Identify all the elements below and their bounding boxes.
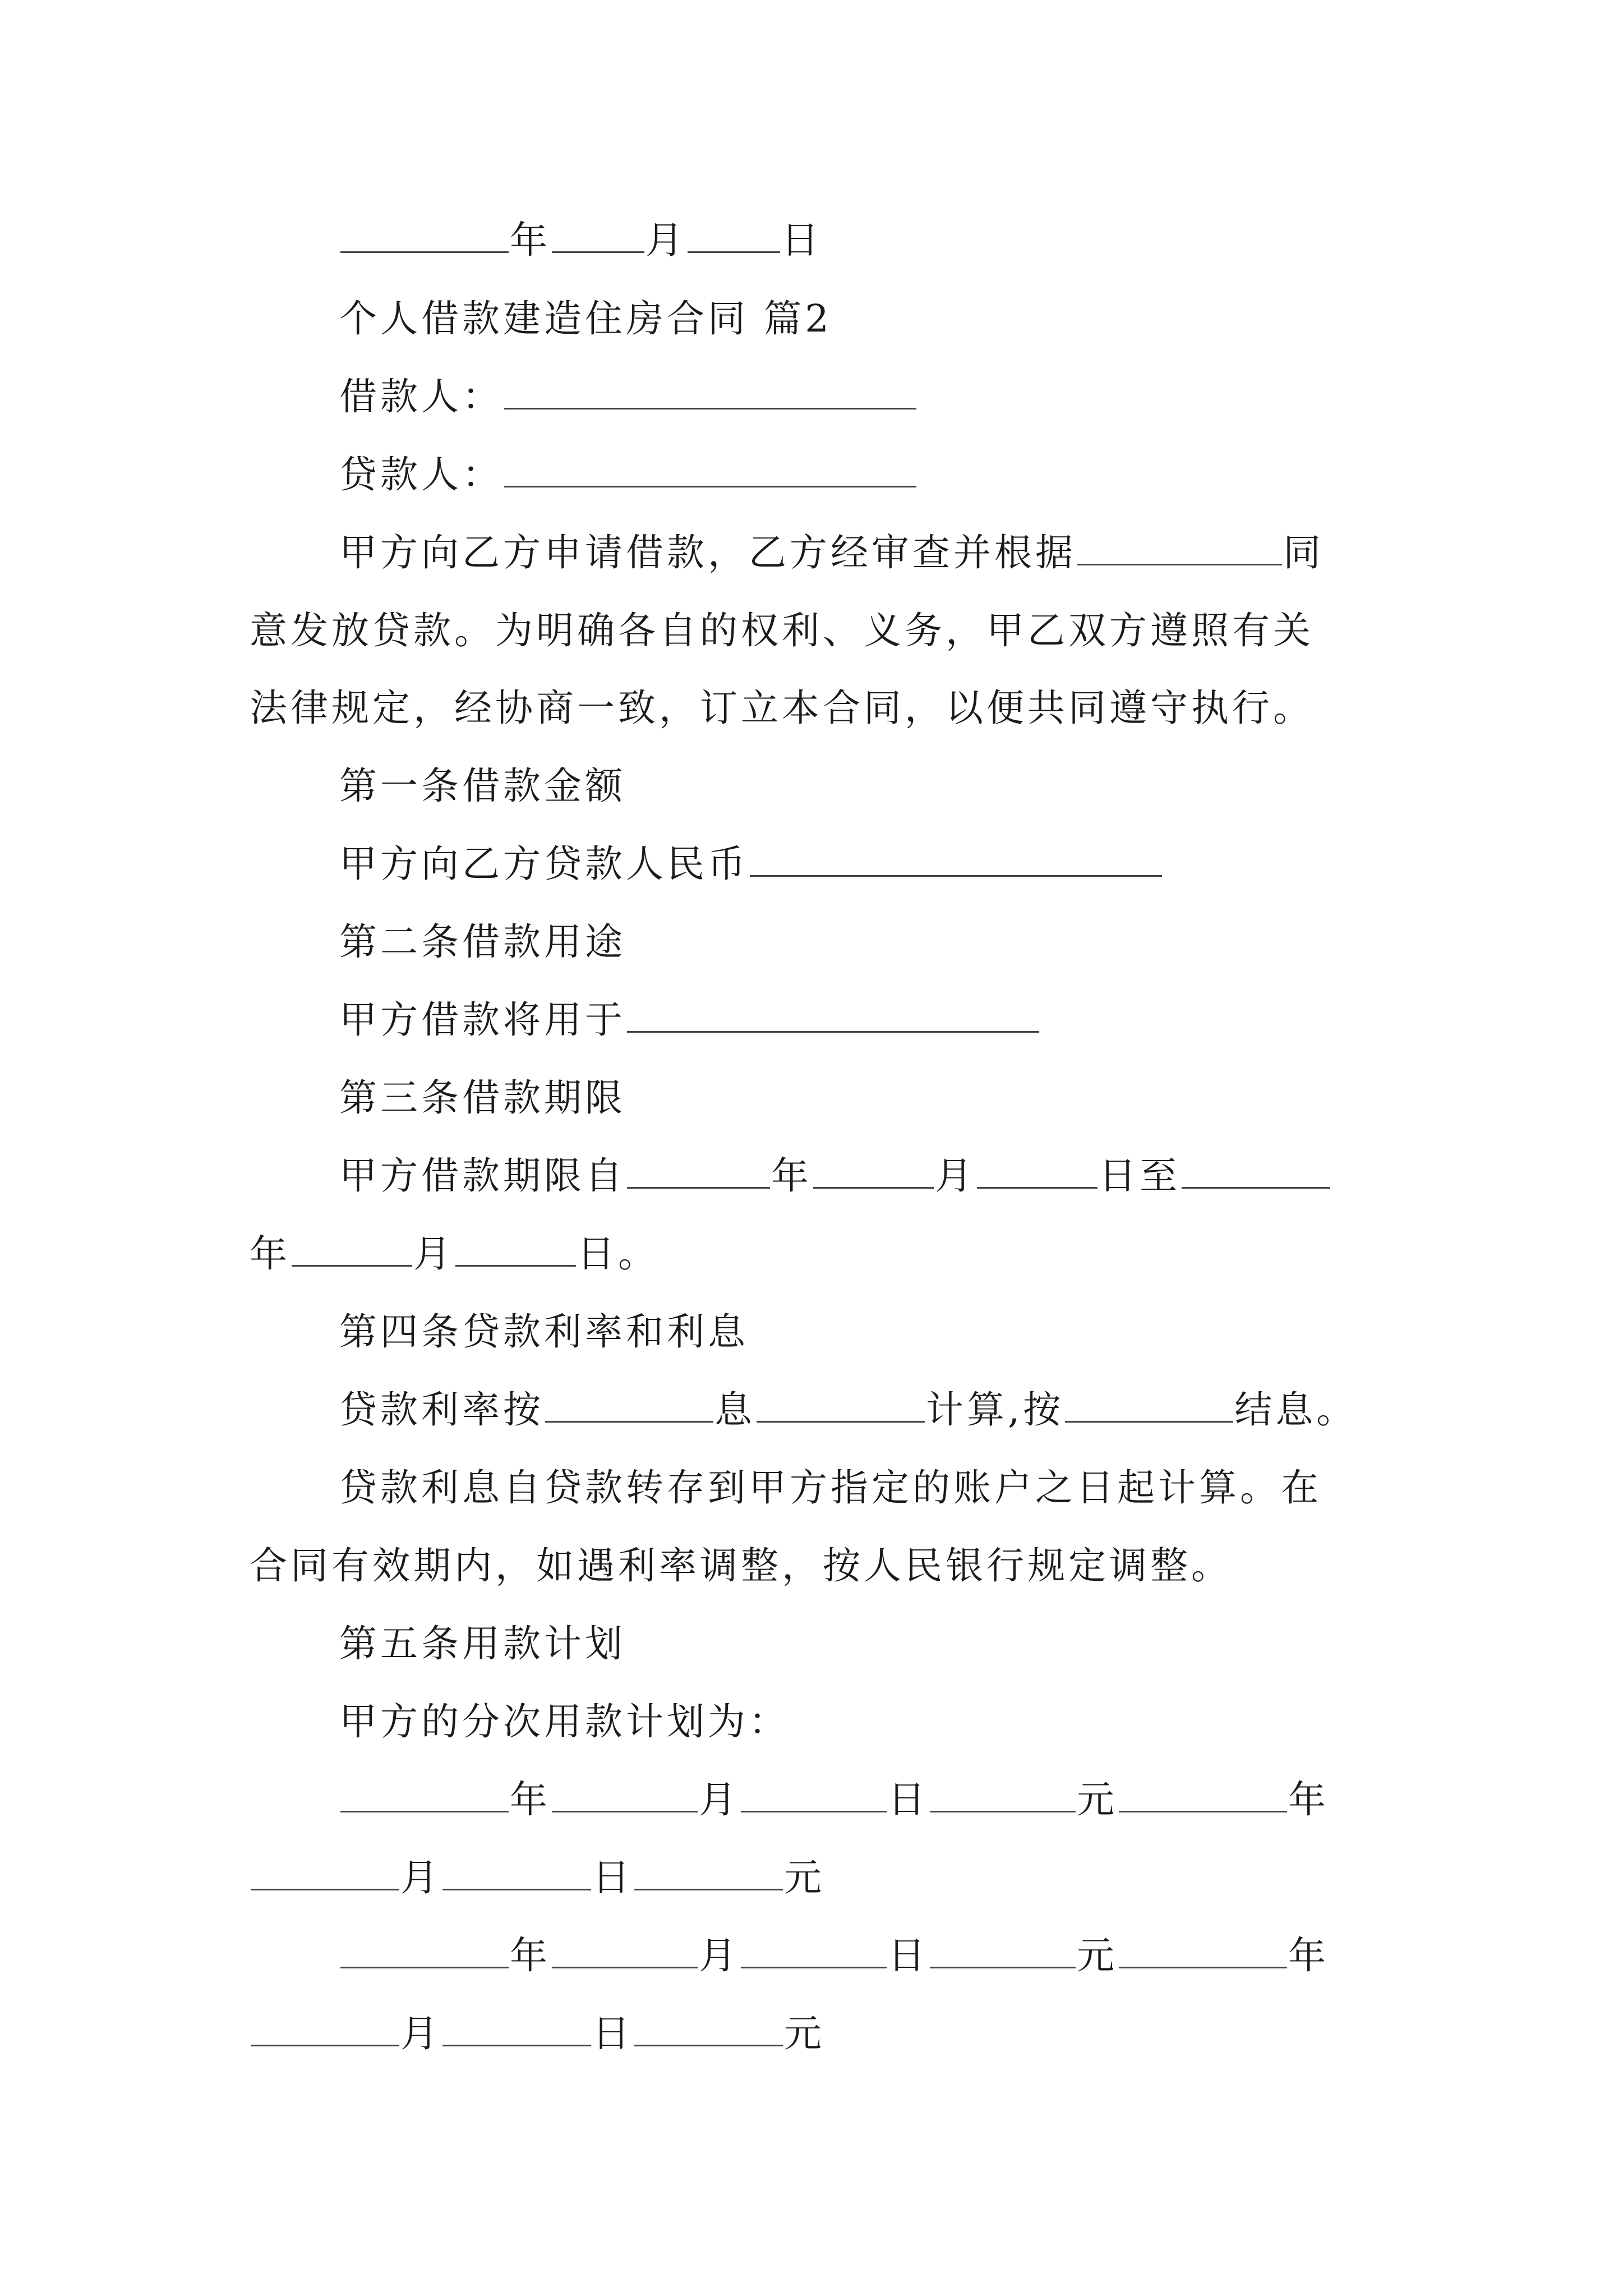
rate-label: 贷款利率按 <box>339 1388 544 1432</box>
article-2-label: 甲方借款将用于 <box>339 998 626 1042</box>
plan-blank <box>442 1887 591 1890</box>
lender-line <box>339 452 917 497</box>
calc-blank <box>757 1419 925 1423</box>
rate-blank <box>545 1419 713 1423</box>
plan-yuan-label: 元 <box>1077 1778 1118 1821</box>
borrower-line <box>339 374 917 419</box>
settle-blank <box>1065 1419 1233 1423</box>
start-day-blank <box>977 1185 1098 1189</box>
start-year-blank <box>627 1185 770 1189</box>
article-1-text <box>339 841 1163 886</box>
end-year-blank <box>1182 1185 1330 1189</box>
article-4-line-2: 贷款利息自贷款转存到甲方指定的账户之日起计算。在 <box>339 1466 1322 1510</box>
article-2-title: 第二条借款用途 <box>339 920 626 964</box>
end-month-label: 月 <box>413 1232 454 1276</box>
plan-yuan-label: 元 <box>1077 1934 1118 1977</box>
plan-blank <box>1119 1809 1287 1812</box>
plan-day-label: 日 <box>888 1778 929 1821</box>
intro-text-1b: 同 <box>1283 531 1324 574</box>
term-label: 甲方借款期限自 <box>339 1154 626 1198</box>
article-2-text <box>339 997 1040 1042</box>
start-month-label: 月 <box>935 1154 976 1198</box>
plan-row-1-line-2 <box>250 1855 825 1900</box>
plan-blank <box>251 1887 399 1890</box>
plan-row-1-line-1 <box>339 1777 1329 1822</box>
plan-blank <box>930 1809 1076 1812</box>
plan-month-label: 月 <box>699 1778 740 1821</box>
article-4-title: 第四条贷款利率和利息 <box>339 1310 749 1354</box>
intro-line-3: 法律规定，经协商一致，订立本合同，以便共同遵守执行。 <box>250 686 1314 730</box>
plan-blank <box>552 1964 698 1968</box>
section-title: 个人借款建造住房合同 篇2 <box>339 297 832 341</box>
plan-year-label: 年 <box>1288 1934 1329 1977</box>
plan-year-label: 年 <box>1288 1778 1329 1821</box>
settle-label: 结息。 <box>1234 1388 1358 1432</box>
interest-label: 息 <box>714 1388 755 1432</box>
plan-month-label: 月 <box>400 1856 441 1899</box>
plan-day-label: 日 <box>592 1856 633 1899</box>
date-line <box>339 218 822 263</box>
article-4-line-3: 合同有效期内，如遇利率调整，按人民银行规定调整。 <box>250 1544 1232 1588</box>
end-day-blank <box>455 1263 576 1267</box>
day-label: 日 <box>781 218 822 262</box>
article-1-title: 第一条借款金额 <box>339 764 626 808</box>
start-year-label: 年 <box>771 1154 812 1198</box>
plan-year-label: 年 <box>510 1778 551 1821</box>
plan-month-label: 月 <box>400 2012 441 2055</box>
article-4-line-1 <box>339 1387 1357 1432</box>
start-day-label: 日至 <box>1099 1154 1181 1198</box>
plan-blank <box>634 1887 783 1890</box>
borrower-blank <box>504 406 916 409</box>
plan-blank <box>340 1809 509 1812</box>
plan-blank <box>741 1964 887 1968</box>
plan-blank <box>930 1964 1076 1968</box>
end-day-label: 日。 <box>577 1232 659 1276</box>
plan-blank <box>634 2042 783 2046</box>
plan-month-label: 月 <box>699 1934 740 1977</box>
start-month-blank <box>813 1185 934 1189</box>
purpose-blank <box>627 1029 1039 1033</box>
article-3-title: 第三条借款期限 <box>339 1076 626 1120</box>
intro-line-2: 意发放贷款。为明确各自的权利、义务，甲乙双方遵照有关 <box>250 609 1314 652</box>
plan-year-label: 年 <box>510 1934 551 1977</box>
month-label: 月 <box>645 218 686 262</box>
basis-blank <box>1077 562 1282 565</box>
day-blank <box>688 249 780 253</box>
article-5-title: 第五条用款计划 <box>339 1622 626 1665</box>
year-blank <box>340 249 509 253</box>
plan-row-2-line-1 <box>339 1933 1329 1978</box>
amount-blank <box>750 873 1162 877</box>
plan-row-2-line-2 <box>250 2011 825 2056</box>
month-blank <box>552 249 644 253</box>
end-year-label: 年 <box>250 1232 291 1276</box>
plan-blank <box>251 2042 399 2046</box>
plan-blank <box>1119 1964 1287 1968</box>
article-1-label: 甲方向乙方贷款人民币 <box>339 842 749 886</box>
article-3-line-1 <box>339 1153 1331 1198</box>
plan-blank <box>442 2042 591 2046</box>
plan-blank <box>552 1809 698 1812</box>
plan-day-label: 日 <box>888 1934 929 1977</box>
article-5-text: 甲方的分次用款计划为： <box>339 1700 790 1743</box>
borrower-label: 借款人： <box>339 375 503 418</box>
lender-label: 贷款人： <box>339 453 503 496</box>
calc-label: 计算,按 <box>926 1388 1064 1432</box>
intro-text-1a: 甲方向乙方申请借款，乙方经审查并根据 <box>339 531 1076 574</box>
plan-yuan-label: 元 <box>784 1856 825 1899</box>
plan-blank <box>340 1964 509 1968</box>
lender-blank <box>504 484 916 487</box>
plan-yuan-label: 元 <box>784 2012 825 2055</box>
plan-blank <box>741 1809 887 1812</box>
intro-line-1 <box>339 530 1324 575</box>
article-3-line-2 <box>250 1231 659 1276</box>
plan-day-label: 日 <box>592 2012 633 2055</box>
end-month-blank <box>292 1263 412 1267</box>
year-label: 年 <box>510 218 551 262</box>
